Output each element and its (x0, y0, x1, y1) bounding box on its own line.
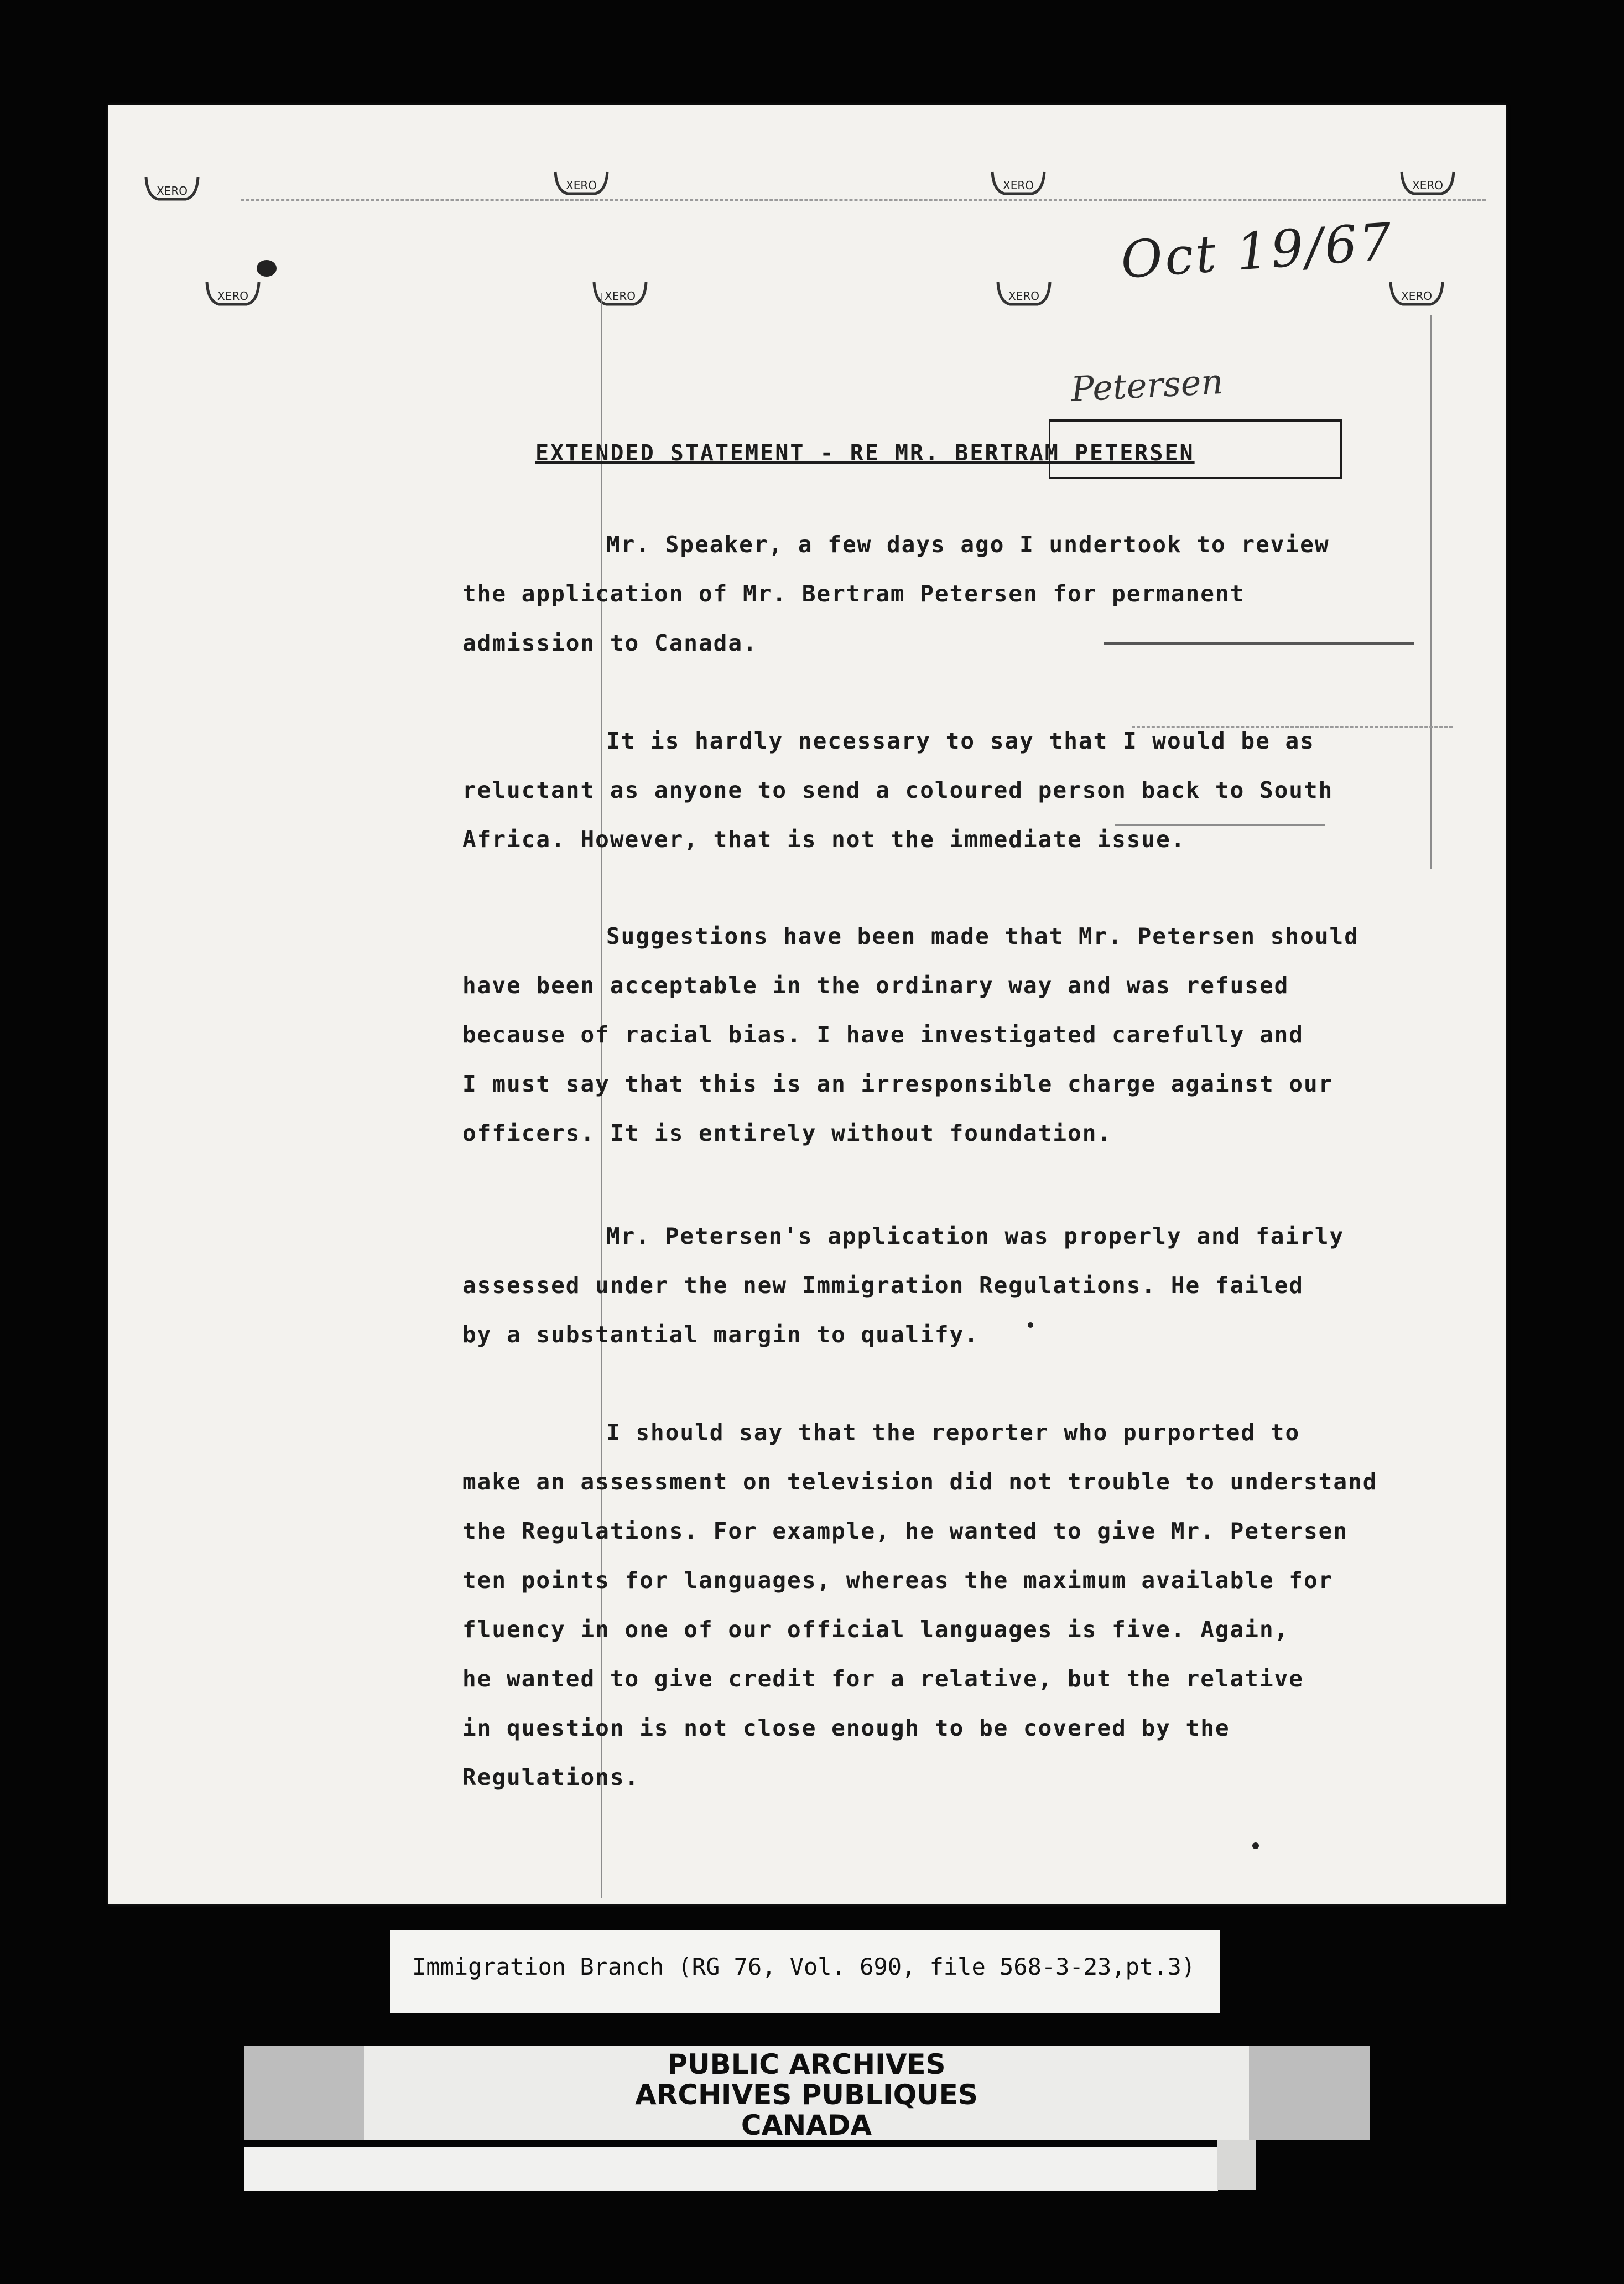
copy-artifact-speck (1252, 1842, 1259, 1849)
archive-stamp-tab (1217, 2140, 1256, 2190)
svg-text:XERO: XERO (1008, 289, 1039, 303)
xerox-mark (590, 277, 650, 315)
document-heading: EXTENDED STATEMENT - RE MR. BERTRAM PETERSEN (535, 440, 1195, 466)
xerox-mark (1386, 277, 1447, 315)
archive-stamp-line1: PUBLIC ARCHIVES (667, 2048, 946, 2080)
paragraph: Mr. Petersen's application was properly and fairly assessed under the new Immigration Regulations. He failed by a substantial margin to qualify. (462, 1223, 1345, 1348)
archive-stamp-line2: ARCHIVES PUBLIQUES (635, 2079, 978, 2111)
svg-text:XERO: XERO (566, 179, 597, 192)
archive-stamp-strip (244, 2147, 1218, 2191)
archive-stamp (244, 2046, 1370, 2140)
handwritten-date: Oct 19/67 (1118, 211, 1396, 290)
svg-text:XERO: XERO (1412, 179, 1443, 192)
archive-reference-text: Immigration Branch (RG 76, Vol. 690, file 568-3-23,pt.3) (412, 1953, 1196, 1980)
paragraph: I should say that the reporter who purported to make an assessment on television did not trouble to understand the Regulations. For example, he wanted to give Mr. Petersen ten points for languages, whereas the maximum available for fluency in one of our official languages is five. Again, he wanted to give credit for a relative, but the relative in question is not close enough to be covered by the Regulations. (462, 1419, 1378, 1790)
xerox-mark (993, 277, 1054, 315)
svg-text:XERO: XERO (217, 289, 248, 303)
paragraph: It is hardly necessary to say that I would be as reluctant as anyone to send a coloured person back to South Africa. However, that is not the immediate issue. (462, 728, 1334, 853)
copy-artifact-speck (257, 260, 277, 277)
archive-stamp-line3: CANADA (741, 2109, 872, 2141)
svg-text:XERO: XERO (605, 289, 636, 303)
svg-text:XERO: XERO (1003, 179, 1034, 192)
handwritten-name: Petersen (1070, 361, 1225, 410)
xerox-mark (142, 172, 202, 210)
svg-text:XERO: XERO (1401, 289, 1432, 303)
paragraph: Suggestions have been made that Mr. Petersen should have been acceptable in the ordinary way and was refused because of racial bias. I have investigated carefully and I must say that this is an irresponsible charge against our officers. It is entirely without foundation. (462, 923, 1359, 1146)
archive-stamp-panel (364, 2046, 1249, 2140)
document-page (108, 105, 1506, 1904)
handwritten-box-mark (1049, 419, 1342, 479)
archive-reference-label (390, 1930, 1220, 2013)
xerox-mark (202, 277, 263, 315)
svg-text:XERO: XERO (157, 184, 188, 198)
copy-artifact-line (241, 199, 1486, 201)
paragraph: Mr. Speaker, a few days ago I undertook to review the application of Mr. Bertram Petersen for permanent admission to Canada. (462, 531, 1330, 656)
